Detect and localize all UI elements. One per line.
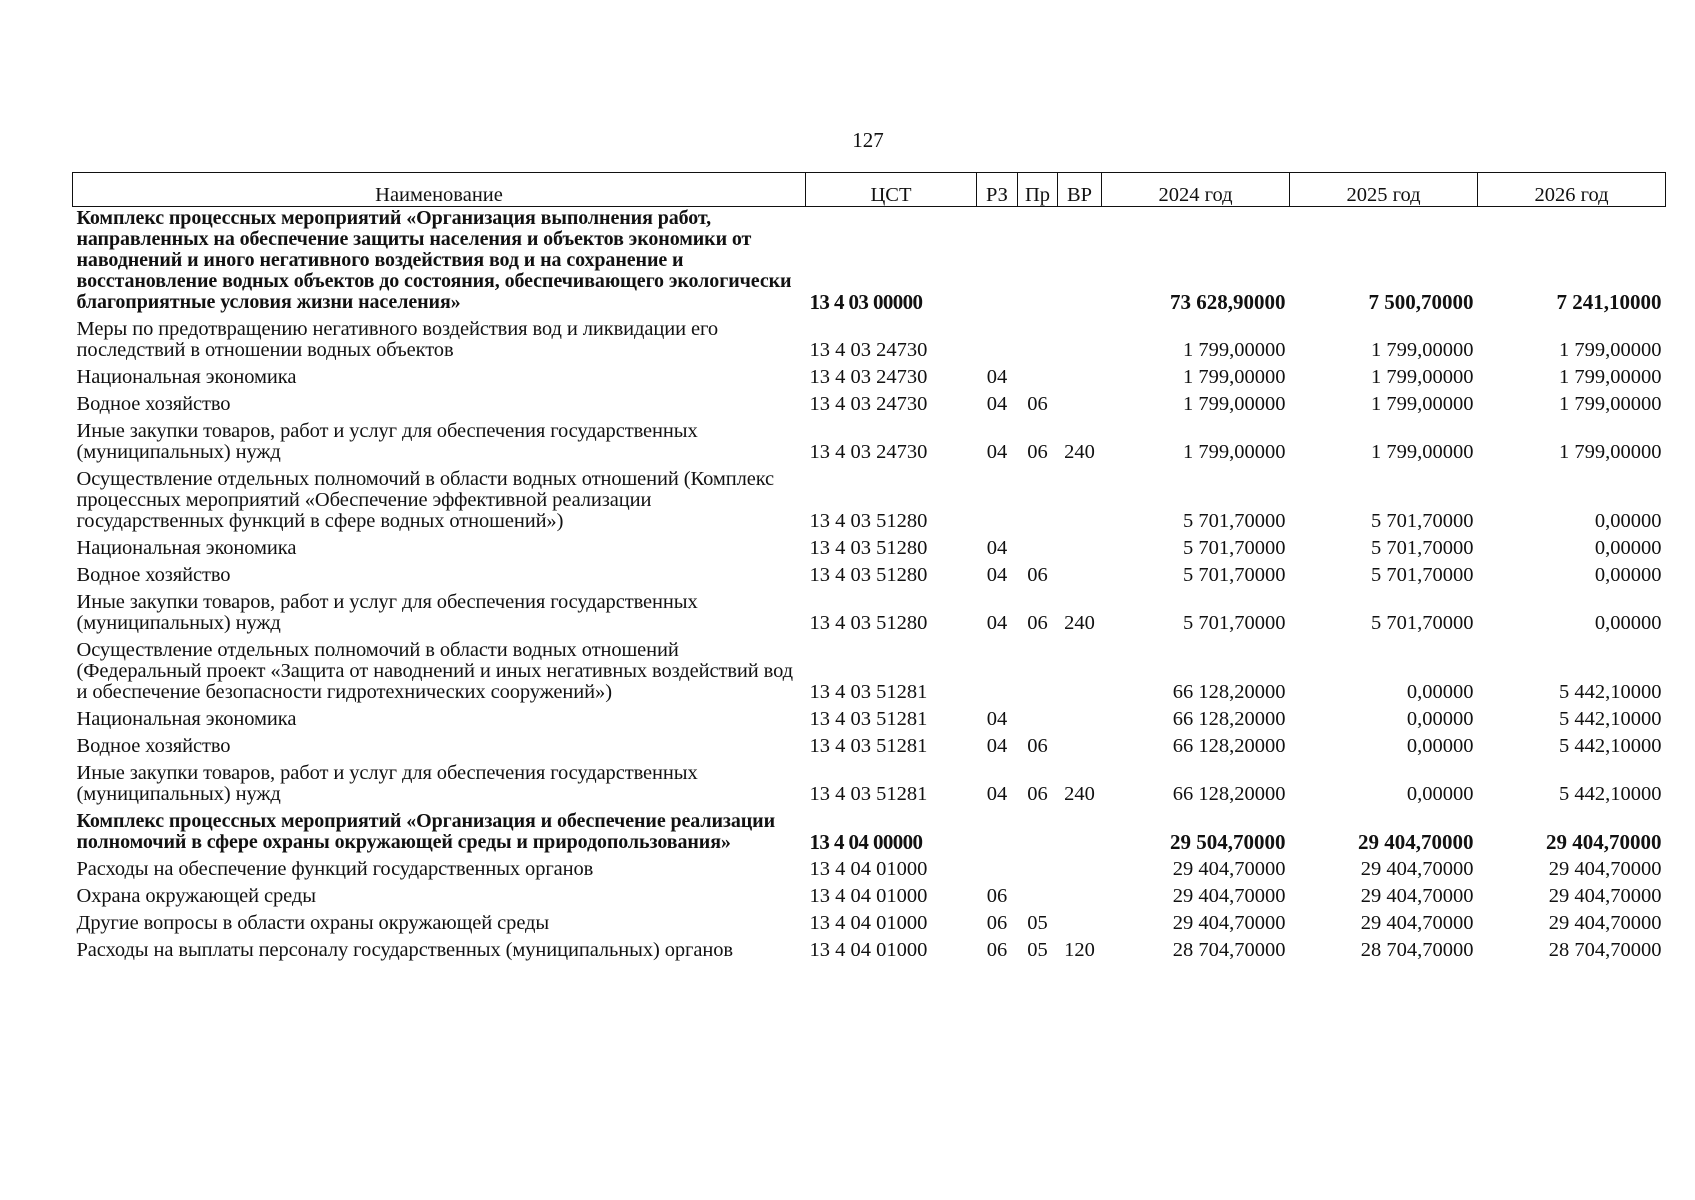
- row-value-2025: 5 701,70000: [1371, 537, 1474, 559]
- row-vr: [1058, 537, 1102, 564]
- row-value-2026: 0,00000: [1594, 510, 1662, 532]
- table-row: [73, 393, 1666, 420]
- table-row: [73, 939, 1666, 966]
- row-cst: 13 4 03 00000: [809, 290, 923, 314]
- row-cst: 13 4 03 51281: [809, 681, 928, 703]
- row-cst: 13 4 03 51281: [809, 783, 928, 805]
- row-value-2025: 29 404,70000: [1360, 885, 1474, 907]
- header-row: [73, 173, 1666, 207]
- budget-table: [72, 172, 1666, 966]
- row-value-2026: 5 442,10000: [1559, 681, 1662, 703]
- table-row-section: [73, 207, 1666, 319]
- row-value-2024: 66 128,20000: [1172, 735, 1286, 757]
- row-pr: [1018, 708, 1058, 735]
- row-pr: [1018, 468, 1058, 537]
- row-pr: 06: [1027, 612, 1048, 634]
- row-rz: [977, 858, 1018, 885]
- row-value-2025: 28 704,70000: [1360, 939, 1474, 961]
- row-value-2024: 29 504,70000: [1170, 830, 1286, 854]
- header-name: Наименование: [73, 173, 806, 207]
- row-value-2026: 29 404,70000: [1546, 830, 1662, 854]
- row-pr: 05: [1027, 939, 1048, 961]
- row-vr: 240: [1064, 783, 1095, 805]
- row-value-2025: 0,00000: [1406, 681, 1474, 703]
- row-value-2025: 1 799,00000: [1371, 339, 1474, 361]
- row-vr: [1058, 858, 1102, 885]
- row-cst: 13 4 03 24730: [809, 339, 928, 361]
- row-value-2024: 73 628,90000: [1170, 290, 1286, 314]
- row-cst: 13 4 03 24730: [809, 393, 928, 415]
- row-name: Комплекс процессных мероприятий «Организация выполнения работ, направленных на обеспечение защиты населения и объектов экономики от наводнений и иного негативного воздействия вод и на сохранение и восстановление водных объектов до состояния, обеспечивающего экологически благоприятные условия жизни населения»: [76, 207, 792, 313]
- header-cst: ЦСТ: [806, 173, 977, 207]
- header-rz: РЗ: [977, 173, 1018, 207]
- row-pr: 06: [1027, 783, 1048, 805]
- row-name: Другие вопросы в области охраны окружающей среды: [76, 912, 550, 934]
- table-row: [73, 858, 1666, 885]
- row-cst: 13 4 03 51280: [809, 564, 928, 586]
- row-rz: 04: [986, 441, 1008, 463]
- row-value-2026: 0,00000: [1594, 612, 1662, 634]
- row-vr: [1058, 810, 1102, 858]
- row-name: Иные закупки товаров, работ и услуг для обеспечения государственных (муниципальных) нужд: [76, 420, 698, 463]
- table-row: [73, 762, 1666, 810]
- row-value-2026: 1 799,00000: [1559, 441, 1662, 463]
- row-rz: [977, 810, 1018, 858]
- row-vr: [1058, 912, 1102, 939]
- row-name: Иные закупки товаров, работ и услуг для обеспечения государственных (муниципальных) нужд: [76, 762, 698, 805]
- page-number: 127: [852, 128, 884, 152]
- row-cst: 13 4 03 51280: [809, 510, 928, 532]
- row-rz: 06: [986, 939, 1008, 961]
- row-vr: [1058, 207, 1102, 319]
- row-vr: [1058, 468, 1102, 537]
- row-value-2025: 5 701,70000: [1371, 510, 1474, 532]
- row-pr: [1018, 207, 1058, 319]
- row-value-2024: 29 404,70000: [1172, 858, 1286, 880]
- row-value-2024: 29 404,70000: [1172, 912, 1286, 934]
- row-rz: 04: [986, 708, 1008, 730]
- row-name: Комплекс процессных мероприятий «Организация и обеспечение реализации полномочий в сфере охраны окружающей среды и природопользования»: [76, 810, 776, 853]
- row-value-2026: 29 404,70000: [1548, 885, 1662, 907]
- row-vr: [1058, 366, 1102, 393]
- row-vr: [1058, 393, 1102, 420]
- row-name: Водное хозяйство: [76, 735, 231, 757]
- header-year-2026: 2026 год: [1478, 173, 1666, 207]
- row-vr: 240: [1064, 441, 1095, 463]
- row-rz: 04: [986, 735, 1008, 757]
- row-cst: 13 4 04 00000: [809, 830, 923, 854]
- row-value-2024: 28 704,70000: [1172, 939, 1286, 961]
- row-value-2024: 1 799,00000: [1183, 393, 1286, 415]
- row-value-2025: 0,00000: [1406, 783, 1474, 805]
- header-pr: Пр: [1018, 173, 1058, 207]
- row-rz: [977, 639, 1018, 708]
- table-header: [73, 173, 1666, 207]
- row-cst: 13 4 04 01000: [809, 885, 928, 907]
- table-row: [73, 564, 1666, 591]
- row-value-2025: 7 500,70000: [1368, 290, 1474, 314]
- row-cst: 13 4 03 51281: [809, 735, 928, 757]
- row-value-2024: 66 128,20000: [1172, 783, 1286, 805]
- row-value-2026: 28 704,70000: [1548, 939, 1662, 961]
- row-rz: 04: [986, 393, 1008, 415]
- row-value-2025: 5 701,70000: [1371, 564, 1474, 586]
- row-cst: 13 4 03 51280: [809, 537, 928, 559]
- row-cst: 13 4 03 51281: [809, 708, 928, 730]
- row-value-2024: 1 799,00000: [1183, 441, 1286, 463]
- row-rz: 04: [986, 564, 1008, 586]
- row-value-2025: 29 404,70000: [1358, 830, 1474, 854]
- row-value-2026: 1 799,00000: [1559, 366, 1662, 388]
- table-row: [73, 708, 1666, 735]
- row-name: Национальная экономика: [76, 366, 297, 388]
- row-name: Расходы на выплаты персоналу государственных (муниципальных) органов: [76, 939, 733, 961]
- row-rz: 04: [986, 783, 1008, 805]
- row-pr: 06: [1027, 564, 1048, 586]
- row-pr: 06: [1027, 393, 1048, 415]
- row-value-2026: 0,00000: [1594, 564, 1662, 586]
- row-value-2026: 1 799,00000: [1559, 339, 1662, 361]
- table-row: [73, 318, 1666, 366]
- row-value-2024: 1 799,00000: [1183, 366, 1286, 388]
- row-value-2026: 5 442,10000: [1559, 783, 1662, 805]
- row-cst: 13 4 04 01000: [809, 912, 928, 934]
- row-value-2024: 29 404,70000: [1172, 885, 1286, 907]
- row-value-2026: 5 442,10000: [1559, 708, 1662, 730]
- row-rz: 04: [986, 366, 1008, 388]
- row-pr: 06: [1027, 735, 1048, 757]
- row-name: Водное хозяйство: [76, 564, 231, 586]
- row-rz: 06: [986, 885, 1008, 907]
- row-pr: 05: [1027, 912, 1048, 934]
- row-name: Иные закупки товаров, работ и услуг для обеспечения государственных (муниципальных) нужд: [76, 591, 698, 634]
- row-value-2024: 5 701,70000: [1183, 564, 1286, 586]
- row-name: Национальная экономика: [76, 537, 297, 559]
- table-row: [73, 420, 1666, 468]
- row-cst: 13 4 03 51280: [809, 612, 928, 634]
- row-pr: [1018, 885, 1058, 912]
- row-value-2025: 0,00000: [1406, 735, 1474, 757]
- header-year-2025: 2025 год: [1290, 173, 1478, 207]
- row-vr: 240: [1064, 612, 1095, 634]
- row-rz: 06: [986, 912, 1008, 934]
- row-name: Национальная экономика: [76, 708, 297, 730]
- row-value-2025: 0,00000: [1406, 708, 1474, 730]
- row-name: Осуществление отдельных полномочий в области водных отношений (Федеральный проект «Защита от наводнений и иных негативных воздействий вод и обеспечение безопасности гидротехнических сооружений»): [76, 639, 794, 703]
- row-vr: [1058, 318, 1102, 366]
- row-value-2025: 1 799,00000: [1371, 393, 1474, 415]
- table-row: [73, 468, 1666, 537]
- row-rz: 04: [986, 612, 1008, 634]
- row-value-2024: 5 701,70000: [1183, 537, 1286, 559]
- row-value-2026: 7 241,10000: [1556, 290, 1662, 314]
- row-value-2026: 29 404,70000: [1548, 912, 1662, 934]
- row-vr: [1058, 735, 1102, 762]
- row-cst: 13 4 04 01000: [809, 858, 928, 880]
- row-value-2024: 66 128,20000: [1172, 681, 1286, 703]
- row-cst: 13 4 04 01000: [809, 939, 928, 961]
- table-row-section: [73, 810, 1666, 858]
- row-value-2025: 1 799,00000: [1371, 441, 1474, 463]
- row-cst: 13 4 03 24730: [809, 441, 928, 463]
- row-vr: 120: [1064, 939, 1095, 961]
- row-value-2025: 5 701,70000: [1371, 612, 1474, 634]
- row-value-2026: 0,00000: [1594, 537, 1662, 559]
- row-pr: [1018, 318, 1058, 366]
- row-pr: [1018, 366, 1058, 393]
- row-vr: [1058, 564, 1102, 591]
- row-value-2024: 5 701,70000: [1183, 510, 1286, 532]
- row-value-2025: 29 404,70000: [1360, 858, 1474, 880]
- row-pr: [1018, 858, 1058, 885]
- row-vr: [1058, 885, 1102, 912]
- table-row: [73, 537, 1666, 564]
- table-row: [73, 885, 1666, 912]
- row-value-2024: 66 128,20000: [1172, 708, 1286, 730]
- row-name: Осуществление отдельных полномочий в области водных отношений (Комплекс процессных мероприятий «Обеспечение эффективной реализации государственных функций в сфере водных отношений»): [76, 468, 775, 532]
- row-value-2026: 29 404,70000: [1548, 858, 1662, 880]
- row-pr: [1018, 537, 1058, 564]
- row-value-2026: 1 799,00000: [1559, 393, 1662, 415]
- row-rz: 04: [986, 537, 1008, 559]
- table-row: [73, 912, 1666, 939]
- header-year-2024: 2024 год: [1102, 173, 1290, 207]
- table-body: [73, 207, 1666, 967]
- table-row: [73, 591, 1666, 639]
- row-pr: [1018, 810, 1058, 858]
- row-value-2026: 5 442,10000: [1559, 735, 1662, 757]
- row-value-2025: 29 404,70000: [1360, 912, 1474, 934]
- row-name: Водное хозяйство: [76, 393, 231, 415]
- row-pr: 06: [1027, 441, 1048, 463]
- row-rz: [977, 468, 1018, 537]
- table-row: [73, 639, 1666, 708]
- row-name: Охрана окружающей среды: [76, 885, 316, 907]
- row-name: Расходы на обеспечение функций государственных органов: [76, 858, 594, 880]
- row-name: Меры по предотвращению негативного воздействия вод и ликвидации его последствий в отношении водных объектов: [76, 318, 718, 361]
- row-cst: 13 4 03 24730: [809, 366, 928, 388]
- row-value-2024: 5 701,70000: [1183, 612, 1286, 634]
- row-value-2024: 1 799,00000: [1183, 339, 1286, 361]
- row-pr: [1018, 639, 1058, 708]
- row-vr: [1058, 708, 1102, 735]
- row-value-2025: 1 799,00000: [1371, 366, 1474, 388]
- table-row: [73, 366, 1666, 393]
- row-vr: [1058, 639, 1102, 708]
- row-rz: [977, 318, 1018, 366]
- header-vr: ВР: [1058, 173, 1102, 207]
- row-rz: [977, 207, 1018, 319]
- table-row: [73, 735, 1666, 762]
